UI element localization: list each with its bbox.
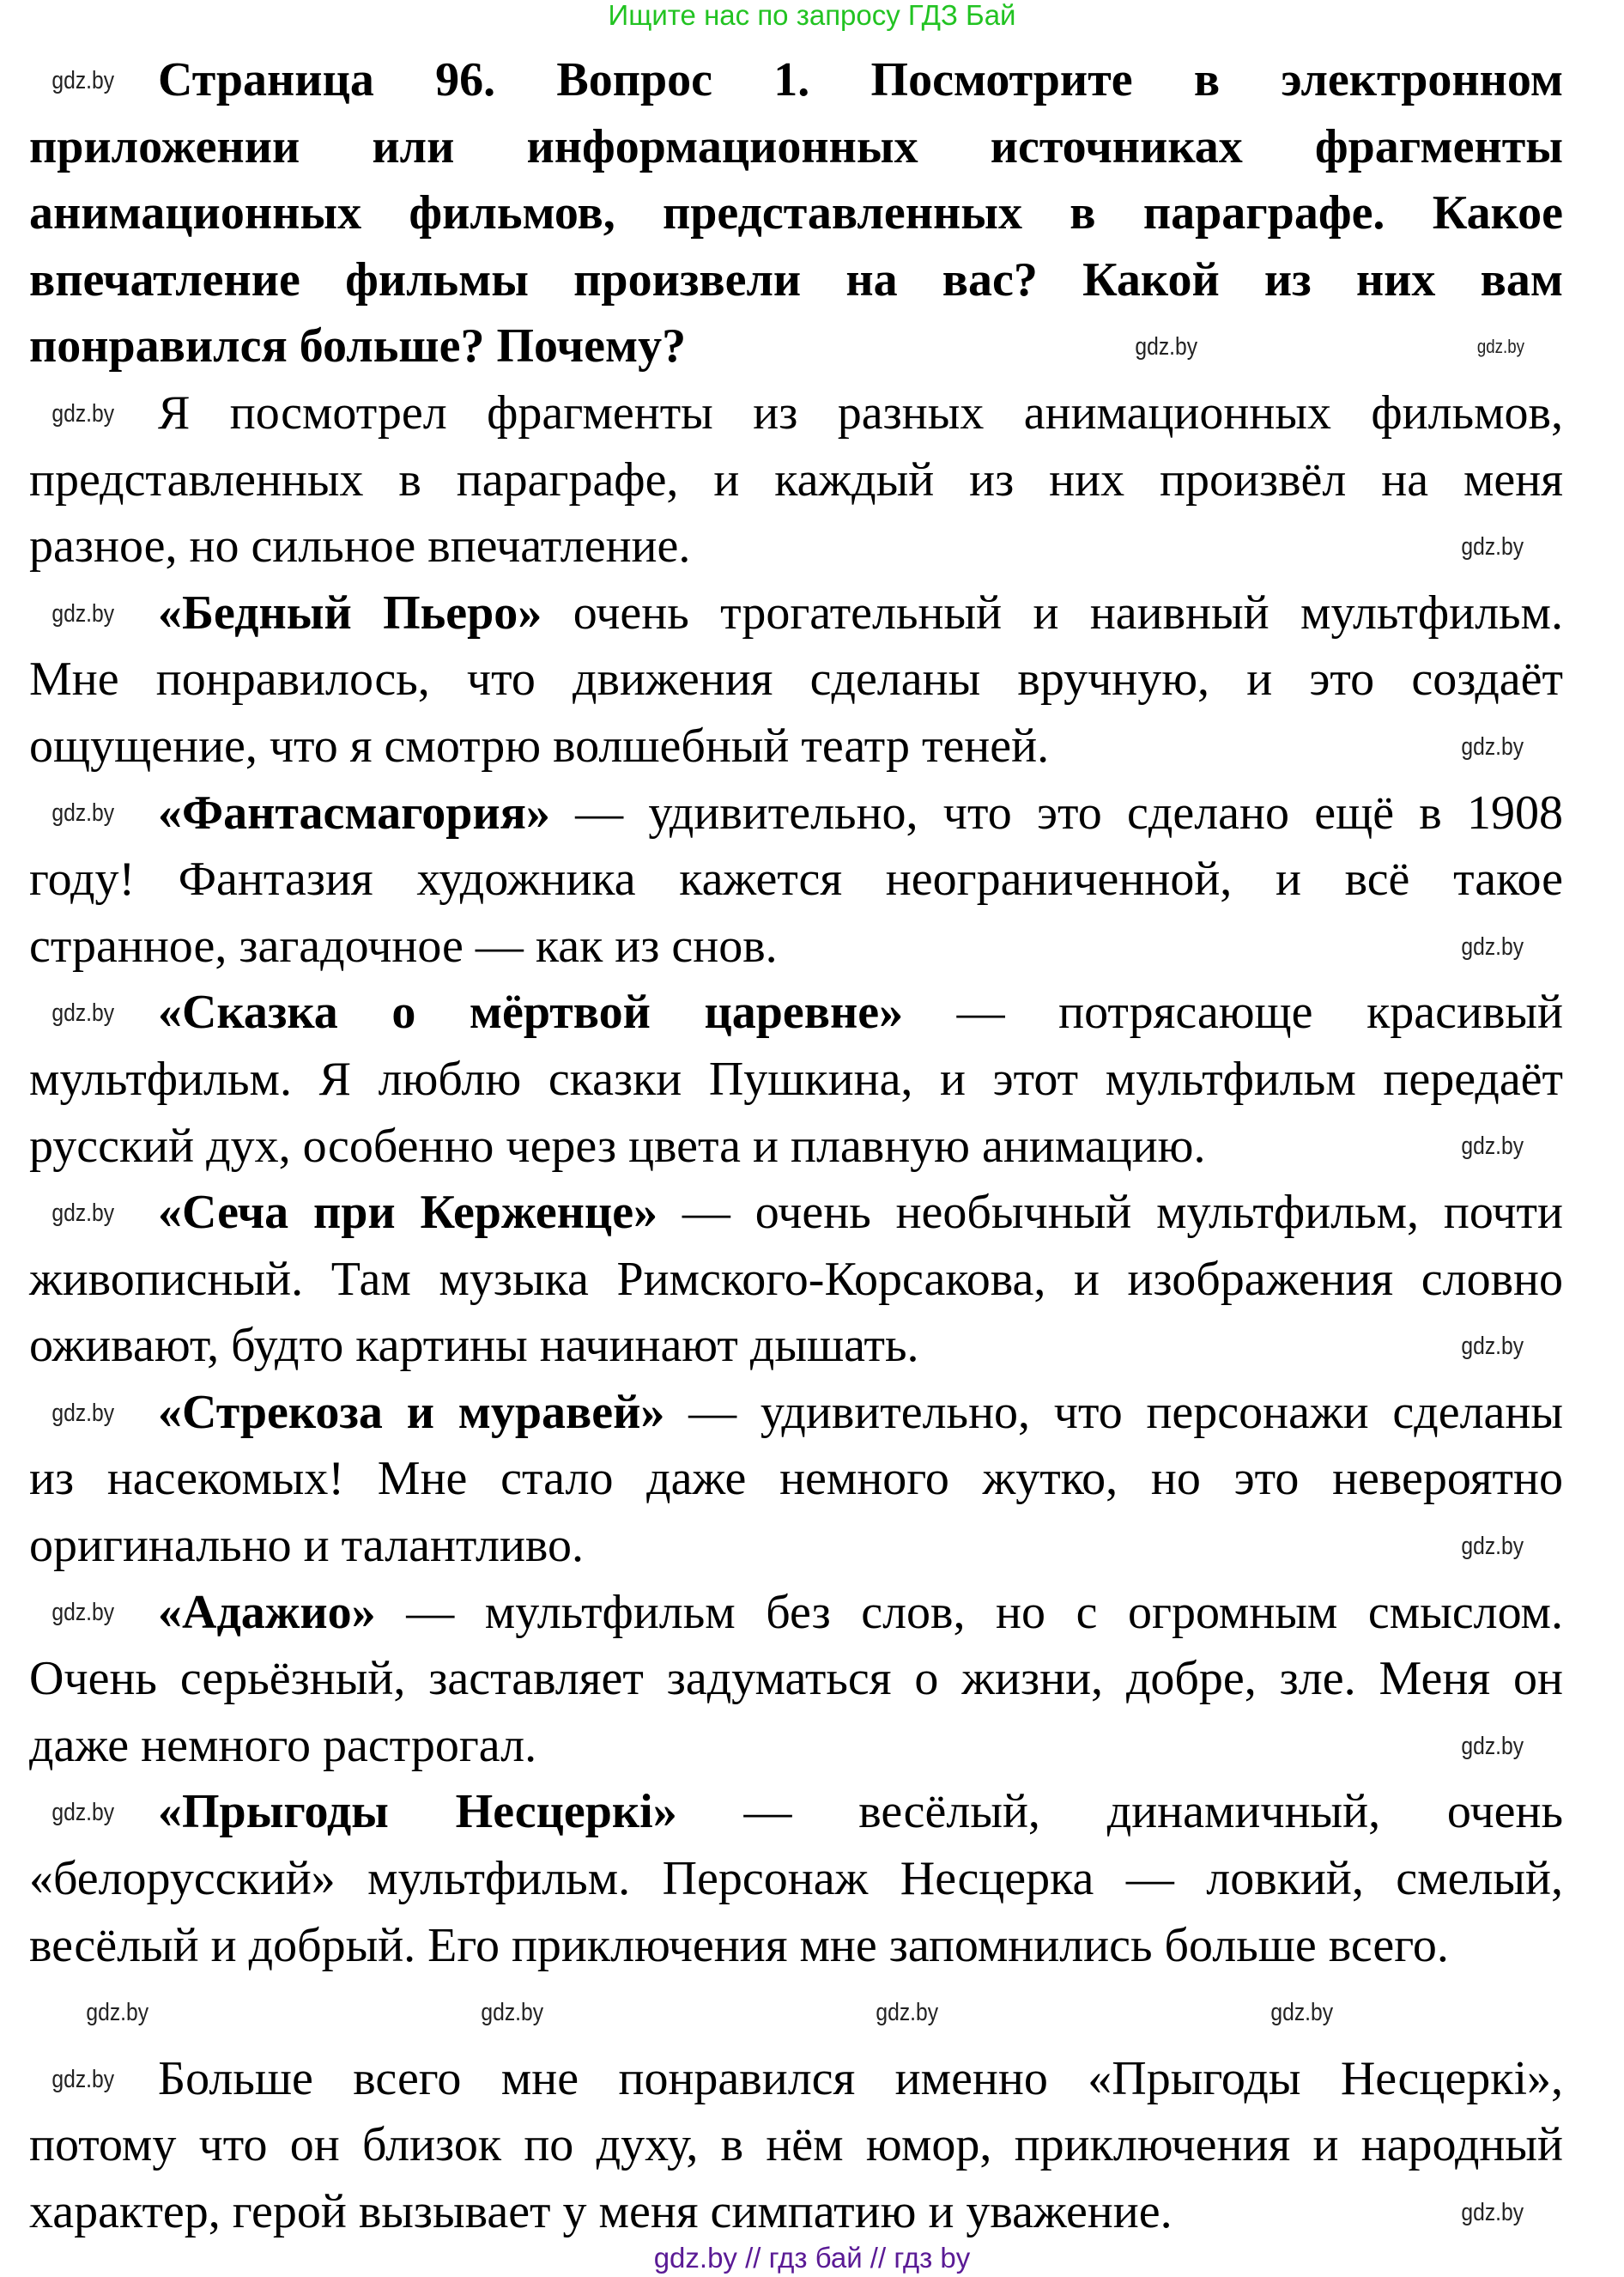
watermark: gdz.by bbox=[1460, 932, 1524, 961]
text-line bbox=[29, 1114, 1563, 1181]
question-heading bbox=[29, 47, 1563, 380]
paragraph bbox=[29, 1580, 1563, 1780]
heading-text: анимационных фильмов, представленных в параграфе. Какое bbox=[29, 186, 1563, 240]
text-line bbox=[29, 580, 1563, 647]
line-text: из насекомых! Мне стало даже немного жутко, но это невероятно bbox=[29, 1452, 1563, 1506]
watermark: gdz.by bbox=[52, 1399, 115, 1427]
line-text: странное, загадочное — как из снов. bbox=[29, 919, 778, 973]
film-title: «Стрекоза и муравей» bbox=[158, 1385, 665, 1439]
watermark: gdz.by bbox=[52, 799, 115, 828]
text-line bbox=[29, 1180, 1563, 1247]
document-body bbox=[29, 47, 1563, 2246]
line-text: Мне понравилось, что движения сделаны вручную, и это создаёт bbox=[29, 653, 1563, 707]
line-text: разное, но сильное впечатление. bbox=[29, 519, 691, 574]
paragraph bbox=[29, 380, 1563, 580]
watermark: gdz.by bbox=[1477, 336, 1525, 358]
line-text: Очень серьёзный, заставляет задуматься о жизни, добре, зле. Меня он bbox=[29, 1652, 1563, 1706]
line-text: — мультфильм без слов, но с огромным смыслом. bbox=[375, 1585, 1563, 1639]
paragraph bbox=[29, 1380, 1563, 1580]
watermark: gdz.by bbox=[1460, 532, 1524, 561]
line-text: году! Фантазия художника кажется неограниченной, и всё такое bbox=[29, 853, 1563, 907]
watermark: gdz.by bbox=[1270, 1999, 1334, 2027]
paragraph bbox=[29, 580, 1563, 780]
text-line bbox=[29, 2112, 1563, 2179]
text-line bbox=[29, 980, 1563, 1047]
watermark: gdz.by bbox=[52, 399, 115, 428]
text-line bbox=[29, 1247, 1563, 1314]
watermark: gdz.by bbox=[52, 999, 115, 1028]
text-line bbox=[29, 780, 1563, 847]
text-line bbox=[29, 1646, 1563, 1713]
watermark: gdz.by bbox=[1460, 1532, 1524, 1560]
text-line bbox=[29, 2046, 1563, 2113]
text-line bbox=[29, 1047, 1563, 1114]
watermark: gdz.by bbox=[52, 1599, 115, 1627]
film-title: «Сказка о мёртвой царевне» bbox=[158, 986, 904, 1040]
line-text: «белорусский» мультфильм. Персонаж Несцерка — ловкий, смелый, bbox=[29, 1852, 1563, 1906]
heading-text: впечатление фильмы произвели на вас? Какой из них вам bbox=[29, 252, 1563, 307]
film-title: «Бедный Пьеро» bbox=[158, 586, 542, 640]
watermark: gdz.by bbox=[52, 1199, 115, 1227]
search-banner[interactable]: Ищите нас по запросу ГДЗ Бай bbox=[608, 0, 1016, 31]
paragraph-gap bbox=[29, 1979, 1563, 2046]
film-title: «Фантасмагория» bbox=[158, 786, 550, 840]
line-text: оригинально и талантливо. bbox=[29, 1519, 584, 1573]
line-text: — весёлый, динамичный, очень bbox=[676, 1785, 1563, 1839]
paragraph bbox=[29, 1779, 1563, 1979]
watermark: gdz.by bbox=[52, 66, 115, 94]
watermark: gdz.by bbox=[52, 599, 115, 628]
heading-line bbox=[29, 180, 1563, 247]
watermark: gdz.by bbox=[1460, 732, 1524, 761]
text-line bbox=[29, 713, 1563, 780]
heading-text: понравился больше? Почему? bbox=[29, 319, 687, 373]
text-line bbox=[29, 1846, 1563, 1913]
text-line bbox=[29, 447, 1563, 514]
line-text: Я посмотрел фрагменты из разных анимационных фильмов, bbox=[158, 386, 1563, 440]
text-line bbox=[29, 513, 1563, 580]
heading-line bbox=[29, 47, 1563, 114]
line-text: очень трогательный и наивный мультфильм. bbox=[542, 586, 1563, 640]
line-text: весёлый и добрый. Его приключения мне запомнились больше всего. bbox=[29, 1918, 1449, 1972]
text-line bbox=[29, 1513, 1563, 1580]
watermark: gdz.by bbox=[1460, 2198, 1524, 2226]
watermark: gdz.by bbox=[1134, 333, 1197, 361]
line-text: даже немного растрогал. bbox=[29, 1718, 537, 1772]
line-text: характер, герой вызывает у меня симпатию и уважение. bbox=[29, 2185, 1173, 2238]
watermark: gdz.by bbox=[876, 1999, 939, 2027]
paragraph bbox=[29, 980, 1563, 1180]
text-line bbox=[29, 380, 1563, 447]
heading-line bbox=[29, 114, 1563, 181]
watermark: gdz.by bbox=[52, 1799, 115, 1827]
line-text: русский дух, особенно через цвета и плавную анимацию. bbox=[29, 1119, 1206, 1173]
line-text: — очень необычный мультфильм, почти bbox=[657, 1186, 1563, 1240]
film-title: «Прыгоды Несцеркі» bbox=[158, 1785, 677, 1839]
text-line bbox=[29, 2179, 1563, 2246]
watermark: gdz.by bbox=[481, 1999, 544, 2027]
line-text: — потрясающе красивый bbox=[903, 986, 1563, 1040]
paragraph bbox=[29, 780, 1563, 981]
text-line bbox=[29, 1713, 1563, 1780]
text-line bbox=[29, 1313, 1563, 1380]
line-text: ощущение, что я смотрю волшебный театр теней. bbox=[29, 719, 1050, 773]
text-line bbox=[29, 647, 1563, 713]
watermark: gdz.by bbox=[52, 2065, 115, 2093]
line-text: — удивительно, что персонажи сделаны bbox=[664, 1385, 1563, 1439]
line-text: потому что он близок по духу, в нём юмор, приключения и народный bbox=[29, 2118, 1563, 2172]
line-text: живописный. Там музыка Римского-Корсакова, и изображения словно bbox=[29, 1252, 1563, 1306]
line-text: оживают, будто картины начинают дышать. bbox=[29, 1319, 919, 1373]
film-title: «Адажио» bbox=[158, 1585, 376, 1639]
film-title: «Сеча при Керженце» bbox=[158, 1186, 658, 1240]
watermark: gdz.by bbox=[86, 1999, 149, 2027]
line-text: мультфильм. Я люблю сказки Пушкина, и этот мультфильм передаёт bbox=[29, 1052, 1563, 1106]
text-line bbox=[29, 914, 1563, 981]
footer-links[interactable]: gdz.by // гдз бай // гдз by bbox=[653, 2242, 971, 2274]
answer-text bbox=[29, 380, 1563, 2246]
heading-text: приложении или информационных источниках фрагменты bbox=[29, 119, 1563, 173]
text-line bbox=[29, 1913, 1563, 1980]
watermark: gdz.by bbox=[1460, 1333, 1524, 1361]
text-line bbox=[29, 847, 1563, 914]
watermark: gdz.by bbox=[1460, 1732, 1524, 1760]
watermark: gdz.by bbox=[1460, 1132, 1524, 1161]
line-text: — удивительно, что это сделано ещё в 1908 bbox=[549, 786, 1563, 840]
line-text: Больше всего мне понравился именно «Прыгоды Несцеркі», bbox=[158, 2051, 1563, 2105]
paragraph bbox=[29, 1180, 1563, 1380]
line-text: представленных в параграфе, и каждый из них произвёл на меня bbox=[29, 452, 1563, 507]
text-line bbox=[29, 1580, 1563, 1647]
heading-line bbox=[29, 313, 1563, 380]
text-line bbox=[29, 1380, 1563, 1447]
paragraph bbox=[29, 2046, 1563, 2246]
heading-text: Страница 96. Вопрос 1. Посмотрите в электронном bbox=[158, 53, 1563, 106]
text-line bbox=[29, 1446, 1563, 1513]
text-line bbox=[29, 1779, 1563, 1846]
heading-line bbox=[29, 247, 1563, 314]
